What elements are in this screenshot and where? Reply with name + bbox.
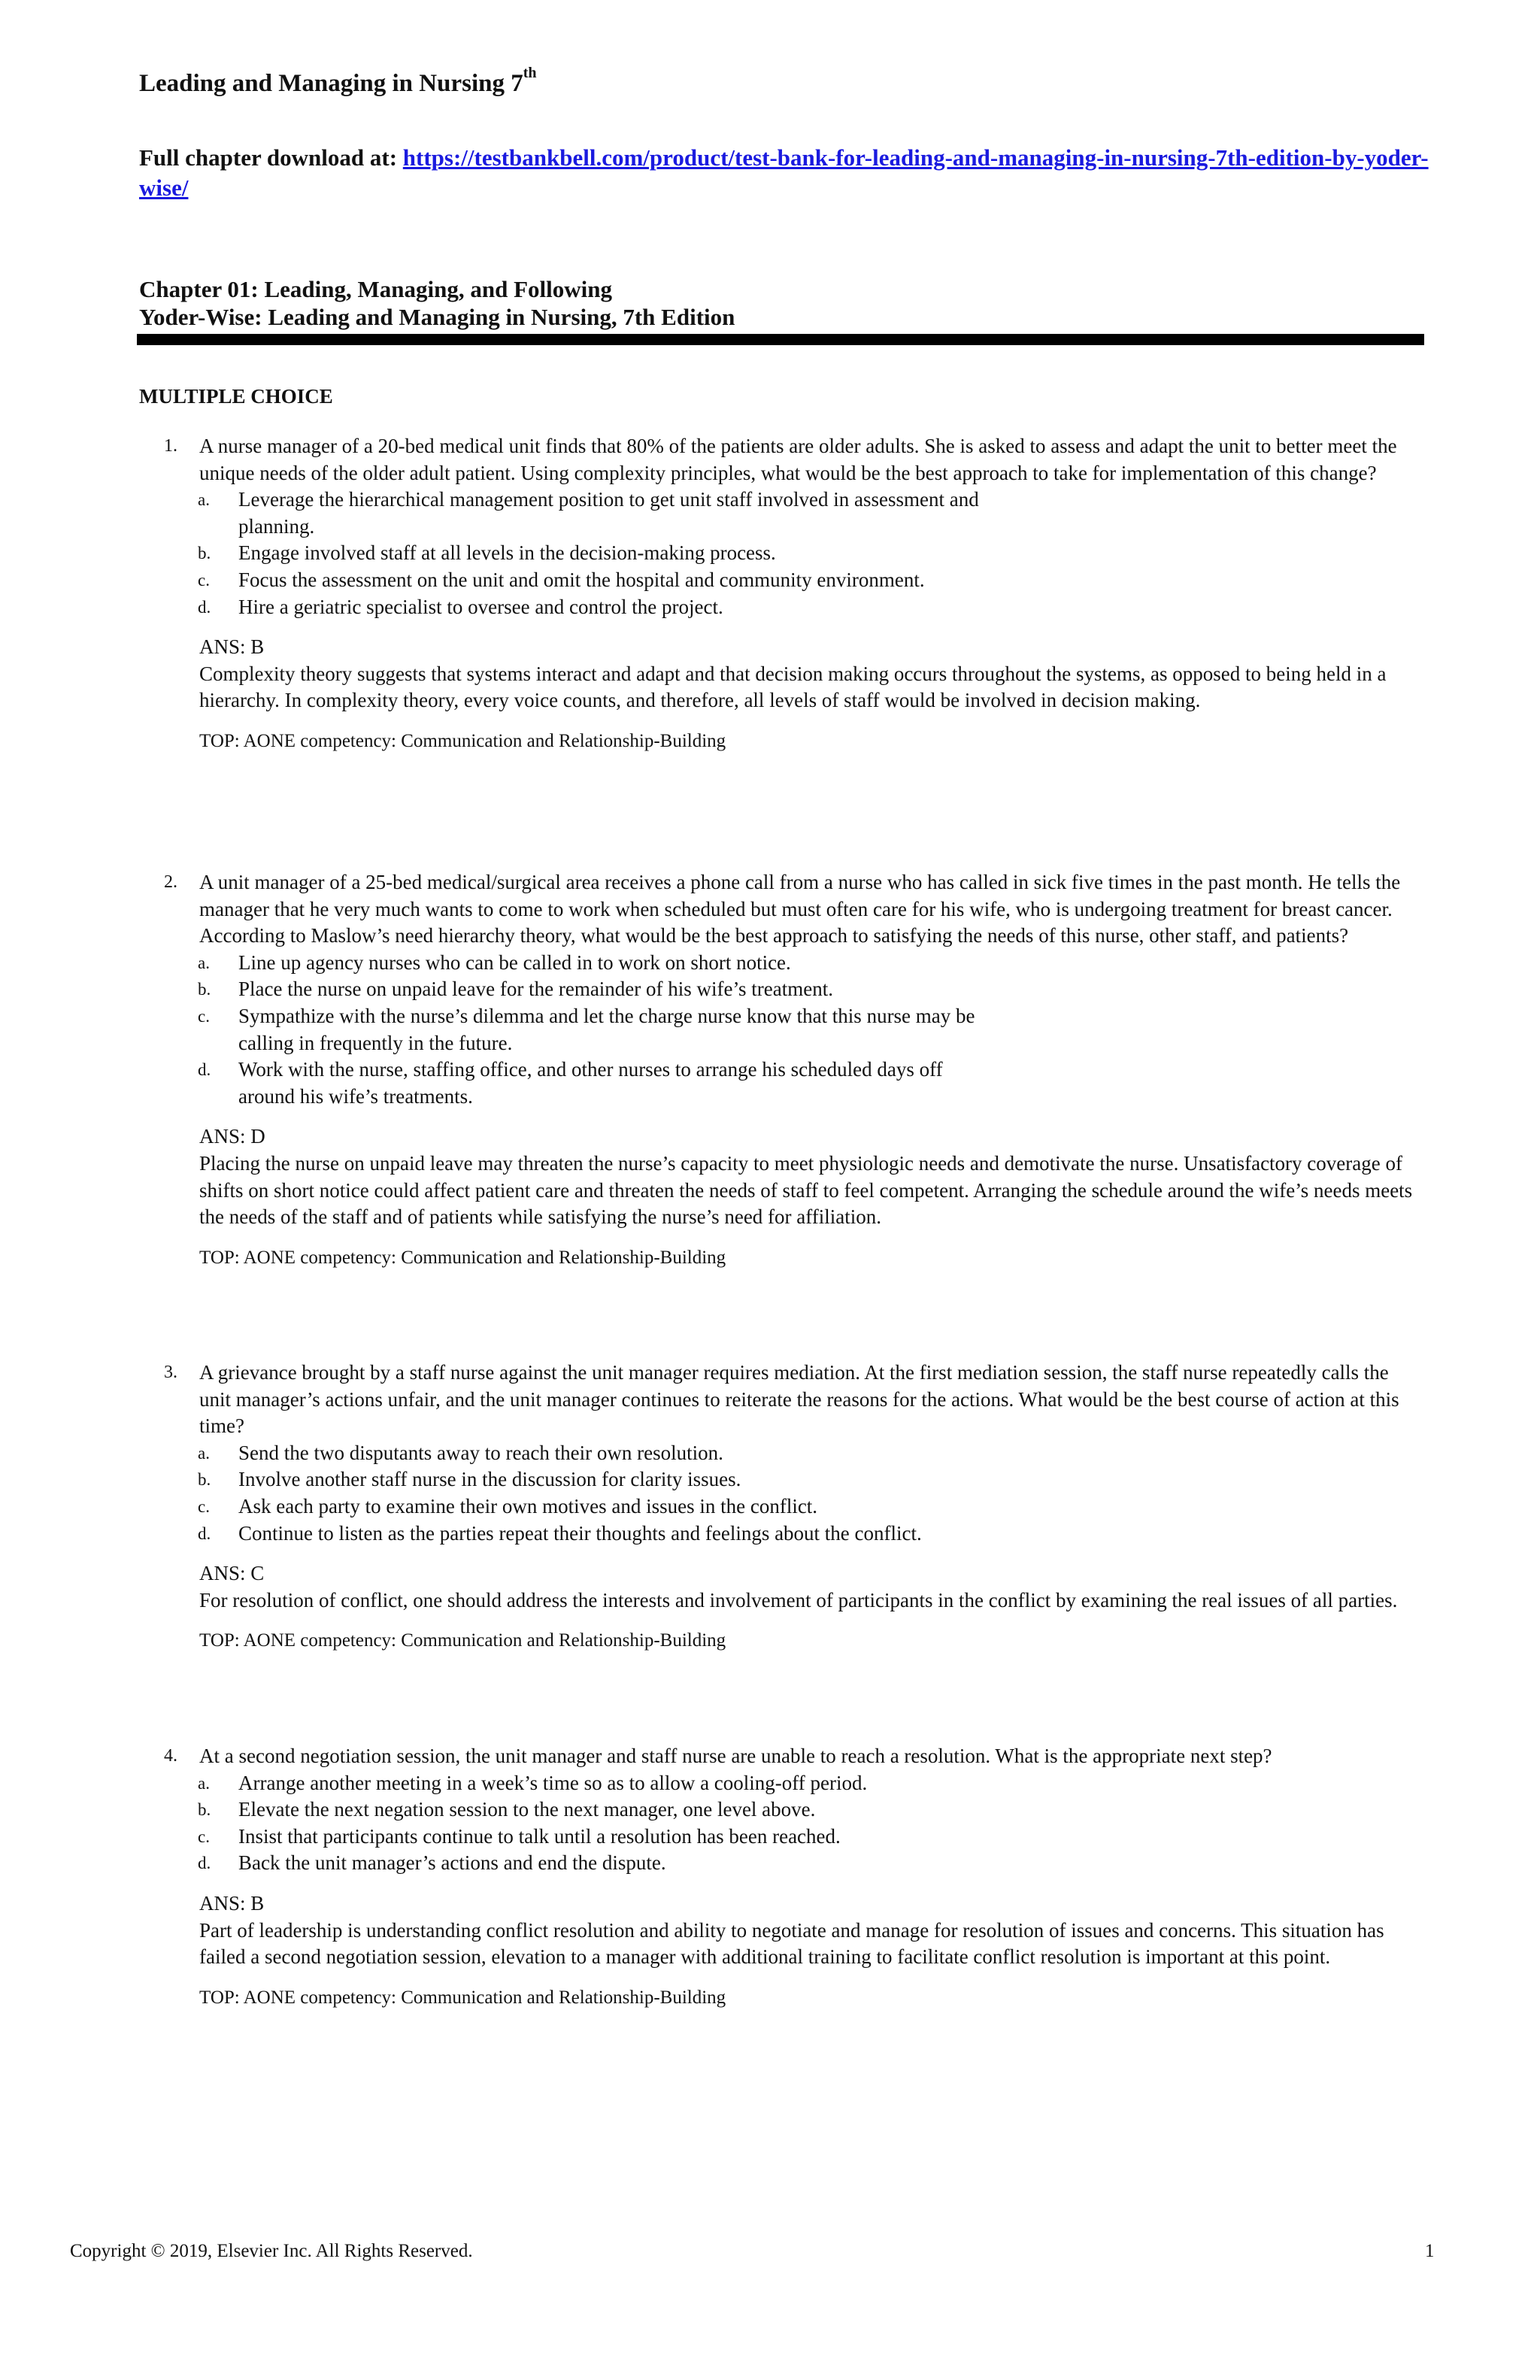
answer-option: [199, 1003, 1421, 1057]
option-text: Insist that participants continue to talk until a resolution has been reached.: [238, 1824, 841, 1848]
copyright-footer: Copyright © 2019, Elsevier Inc. All Rights Reserved.: [70, 2241, 473, 2261]
option-letter: b.: [198, 1800, 211, 1820]
option-text: Arrange another meeting in a week’s time so as to allow a cooling-off period.: [238, 1771, 868, 1794]
answer-key: ANS: B: [199, 635, 265, 659]
download-line: [139, 143, 1432, 203]
option-text: Sympathize with the nurse’s dilemma and let the charge nurse know that this nurse may be calling in frequently in the future.: [238, 1004, 975, 1054]
answer-option: [199, 1770, 1421, 1797]
answer-option: [199, 1057, 1421, 1110]
option-text: Send the two disputants away to reach their own resolution.: [238, 1441, 723, 1464]
answer-key: ANS: C: [199, 1562, 265, 1585]
answer-option: [199, 1493, 1421, 1520]
option-letter: d.: [198, 1060, 211, 1080]
answer-rationale: For resolution of conflict, one should address the interests and involvement of participants in the conflict by examining the real issues of all parties.: [199, 1588, 1398, 1611]
question-body: [199, 433, 1421, 755]
question-stem: A unit manager of a 25-bed medical/surgical area receives a phone call from a nurse who has called in sick five times in the past month. He tells the manager that he very much wants to come to work when scheduled but must often care for his wife, who is undergoing treatment for breast cancer. According to Maslow’s need hierarchy theory, what would be the best approach to satisfying the needs of this nurse, other staff, and patients?: [199, 871, 1401, 947]
answer-option: [199, 1466, 1421, 1493]
question-body: [199, 869, 1421, 1271]
option-letter: d.: [198, 1524, 211, 1543]
option-text: Hire a geriatric specialist to oversee and control the project.: [238, 595, 723, 618]
question-stem: At a second negotiation session, the unit manager and staff nurse are unable to reach a resolution. What is the appropriate next step?: [199, 1745, 1272, 1767]
option-letter: a.: [198, 1443, 210, 1463]
option-text: Ask each party to examine their own motives and issues in the conflict.: [238, 1494, 818, 1517]
option-letter: a.: [198, 490, 210, 510]
option-letter: c.: [198, 1496, 210, 1516]
option-letter: c.: [198, 570, 210, 590]
answer-option: [199, 1824, 1421, 1851]
option-text: Elevate the next negation session to the next manager, one level above.: [238, 1798, 816, 1821]
section-title: MULTIPLE CHOICE: [139, 385, 333, 408]
question-stem: A grievance brought by a staff nurse against the unit manager requires mediation. At the first mediation session, the staff nurse repeatedly calls the unit manager’s actions unfair, and the unit manager continues to reiterate the reasons for the actions. What would be the best course of action at this time?: [199, 1361, 1399, 1438]
chapter-heading: [139, 275, 735, 331]
answer-option: [199, 1520, 1421, 1548]
chapter-title: Chapter 01: Leading, Managing, and Following: [139, 276, 612, 302]
answer-rationale: Part of leadership is understanding conflict resolution and ability to negotiate and manage for resolution of issues and concerns. This situation has failed a second negotiation session, elevation to a manager with additional training to facilitate conflict resolution is important at this point.: [199, 1918, 1384, 1969]
option-text: Engage involved staff at all levels in the decision-making process.: [238, 541, 776, 565]
answer-option: [199, 487, 1421, 540]
option-text: Work with the nurse, staffing office, and other nurses to arrange his scheduled days off around his wife’s treatments.: [238, 1058, 943, 1108]
answer-rationale: Placing the nurse on unpaid leave may threaten the nurse’s capacity to meet physiologic needs and demotivate the nurse. Unsatisfactory coverage of shifts on short notice could affect patient care and threaten the needs of staff to feel competent. Arranging the schedule around the wife’s needs meets the needs of the staff and of patients while satisfying the nurse’s need for affiliation.: [199, 1151, 1413, 1229]
option-text: Involve another staff nurse in the discussion for clarity issues.: [238, 1468, 741, 1491]
answer-option: [199, 1796, 1421, 1824]
option-letter: d.: [198, 1854, 211, 1873]
answer-option: [199, 1850, 1421, 1877]
option-letter: b.: [198, 980, 211, 999]
option-letter: c.: [198, 1827, 210, 1846]
option-text: Focus the assessment on the unit and omit the hospital and community environment.: [238, 568, 925, 591]
option-text: Line up agency nurses who can be called in to work on short notice.: [238, 950, 791, 974]
document-title-superscript: th: [523, 65, 537, 81]
answer-option: [199, 567, 1421, 594]
heading-divider: [137, 334, 1424, 345]
page-number: 1: [1425, 2241, 1435, 2261]
option-text: Continue to listen as the parties repeat their thoughts and feelings about the conflict.: [238, 1521, 922, 1545]
option-letter: c.: [198, 1006, 210, 1026]
answer-option: [199, 976, 1421, 1003]
topic-tag: TOP: AONE competency: Communication and Relationship-Building: [199, 1987, 726, 2008]
answer-option: [199, 540, 1421, 567]
document-title-text: Leading and Managing in Nursing 7: [139, 70, 523, 97]
answer-rationale: Complexity theory suggests that systems interact and adapt and that decision making occurs throughout the systems, as opposed to being held in a hierarchy. In complexity theory, every voice counts, and therefore, all levels of staff would be involved in decision making.: [199, 662, 1387, 712]
answer-option: [199, 950, 1421, 977]
option-letter: b.: [198, 1470, 211, 1490]
option-text: Leverage the hierarchical management position to get unit staff involved in assessment and planning.: [238, 488, 979, 538]
answer-option: [199, 594, 1421, 621]
option-text: Place the nurse on unpaid leave for the remainder of his wife’s treatment.: [238, 978, 833, 1001]
download-label: Full chapter download at:: [139, 144, 398, 171]
document-title: [139, 65, 537, 98]
option-letter: a.: [198, 1773, 210, 1793]
question-body: [199, 1743, 1421, 2011]
answer-option: [199, 1440, 1421, 1467]
option-letter: d.: [198, 597, 211, 617]
question-body: [199, 1360, 1421, 1654]
topic-tag: TOP: AONE competency: Communication and Relationship-Building: [199, 730, 726, 751]
question-number: 1.: [164, 436, 177, 456]
question-number: 2.: [164, 872, 177, 892]
question-number: 3.: [164, 1363, 177, 1382]
book-edition: Yoder-Wise: Leading and Managing in Nursing, 7th Edition: [139, 304, 735, 330]
question-number: 4.: [164, 1746, 177, 1766]
answer-key: ANS: B: [199, 1891, 265, 1915]
answer-key: ANS: D: [199, 1125, 265, 1148]
option-letter: a.: [198, 953, 210, 972]
topic-tag: TOP: AONE competency: Communication and Relationship-Building: [199, 1247, 726, 1268]
download-link[interactable]: https://testbankbell.com/product/test-bank-for-leading-and-managing-in-nursing-7th-edition-by-yoder-wise/: [139, 144, 1429, 201]
option-letter: b.: [198, 544, 211, 563]
topic-tag: TOP: AONE competency: Communication and Relationship-Building: [199, 1630, 726, 1651]
question-stem: A nurse manager of a 20-bed medical unit finds that 80% of the patients are older adults. She is asked to assess and adapt the unit to better meet the unique needs of the older adult patient. Using complexity principles, what would be the best approach to take for implementation of this change?: [199, 435, 1397, 484]
option-text: Back the unit manager’s actions and end the dispute.: [238, 1851, 666, 1875]
